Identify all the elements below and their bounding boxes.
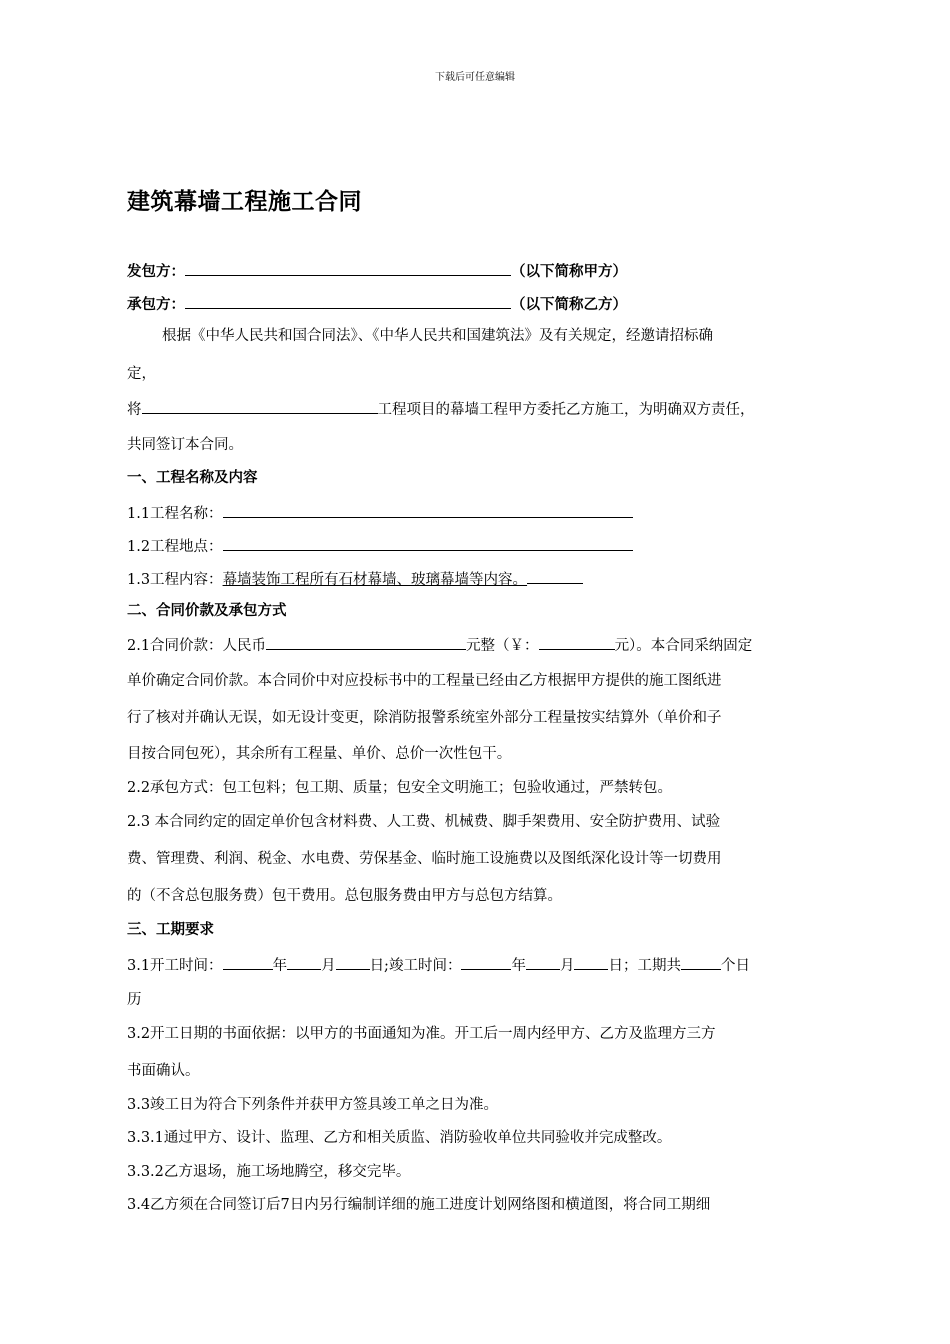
start-day-blank[interactable] <box>336 954 370 970</box>
party-b-line: 承包方： （以下简称乙方） <box>127 293 627 315</box>
intro-line-4: 共同签订本合同。 <box>127 437 243 453</box>
price-line-4: 目按合同包死），其余所有工程量、单价、总价一次性包干。 <box>127 746 512 762</box>
unit-price-line-3: 的（不含总包服务费）包干费用。总包服务费由甲方与总包方结算。 <box>127 888 562 904</box>
start-month-blank[interactable] <box>287 954 321 970</box>
price-line-2: 单价确定合同价款。本合同价中对应投标书中的工程量已经由乙方根据甲方提供的施工图纸进 <box>127 673 722 689</box>
section-3-heading: 三、工期要求 <box>127 922 214 938</box>
contract-mode-line: 2.2承包方式：包工包料；包工期、质量；包安全文明施工；包验收通过，严禁转包。 <box>127 780 673 796</box>
intro-line-2: 定， <box>127 366 156 382</box>
completion-condition-1: 3.3.1通过甲方、设计、监理、乙方和相关质监、消防验收单位共同验收并完成整改。 <box>127 1130 672 1146</box>
unit-price-line-1: 2.3 本合同约定的固定单价包含材料费、人工费、机械费、脚手架费用、安全防护费用、试验 <box>127 814 721 830</box>
price-yuan-blank[interactable] <box>539 634 615 650</box>
end-year-blank[interactable] <box>461 954 511 970</box>
project-content-value: 幕墙装饰工程所有石材幕墙、玻璃幕墙等内容。 <box>222 572 528 588</box>
section-1-heading: 一、工程名称及内容 <box>127 470 258 486</box>
start-basis-line-2: 书面确认。 <box>127 1063 200 1079</box>
end-day-blank[interactable] <box>574 954 608 970</box>
party-a-line: 发包方： （以下简称甲方） <box>127 260 627 282</box>
schedule-line-1: 3.1开工时间： 年 月 日;竣工时间： 年 月 日；工期共 个日 <box>127 954 750 976</box>
end-month-blank[interactable] <box>526 954 560 970</box>
start-basis-line-1: 3.2开工日期的书面依据：以甲方的书面通知为准。开工后一周内经甲方、乙方及监理方三方 <box>127 1026 716 1042</box>
project-name-field[interactable] <box>223 502 633 518</box>
price-line-3: 行了核对并确认无误，如无设计变更，除消防报警系统室外部分工程量按实结算外（单价和子 <box>127 710 722 726</box>
project-name-line: 1.1工程名称： <box>127 502 633 524</box>
unit-price-line-2: 费、管理费、利润、税金、水电费、劳保基金、临时施工设施费以及图纸深化设计等一切费用 <box>127 851 722 867</box>
project-name-blank[interactable] <box>142 398 378 414</box>
document-title: 建筑幕墙工程施工合同 <box>127 189 362 215</box>
completion-line: 3.3竣工日为符合下列条件并获甲方签具竣工单之日为准。 <box>127 1097 499 1113</box>
page-header: 下载后可任意编辑 <box>435 72 515 83</box>
project-site-field[interactable] <box>223 535 633 551</box>
completion-condition-2: 3.3.2乙方退场，施工场地腾空，移交完毕。 <box>127 1164 411 1180</box>
intro-line-1: 根据《中华人民共和国合同法》、《中华人民共和国建筑法》及有关规定，经邀请招标确 <box>162 328 713 344</box>
project-content-line: 1.3工程内容：幕墙装饰工程所有石材幕墙、玻璃幕墙等内容。 <box>127 568 583 590</box>
duration-blank[interactable] <box>681 954 721 970</box>
party-a-blank[interactable] <box>185 260 511 276</box>
schedule-line-2: 历 <box>127 992 142 1008</box>
price-line-1: 2.1合同价款：人民币 元整（￥： 元）。本合同采纳固定 <box>127 634 752 656</box>
project-site-line: 1.2工程地点： <box>127 535 633 557</box>
schedule-plan-line: 3.4乙方须在合同签订后7日内另行编制详细的施工进度计划网络图和横道图，将合同工期细 <box>127 1197 711 1213</box>
party-b-blank[interactable] <box>185 293 511 309</box>
intro-line-3: 将 工程项目的幕墙工程甲方委托乙方施工，为明确双方责任， <box>127 398 755 420</box>
section-2-heading: 二、合同价款及承包方式 <box>127 603 287 619</box>
price-rmb-blank[interactable] <box>266 634 466 650</box>
start-year-blank[interactable] <box>223 954 273 970</box>
